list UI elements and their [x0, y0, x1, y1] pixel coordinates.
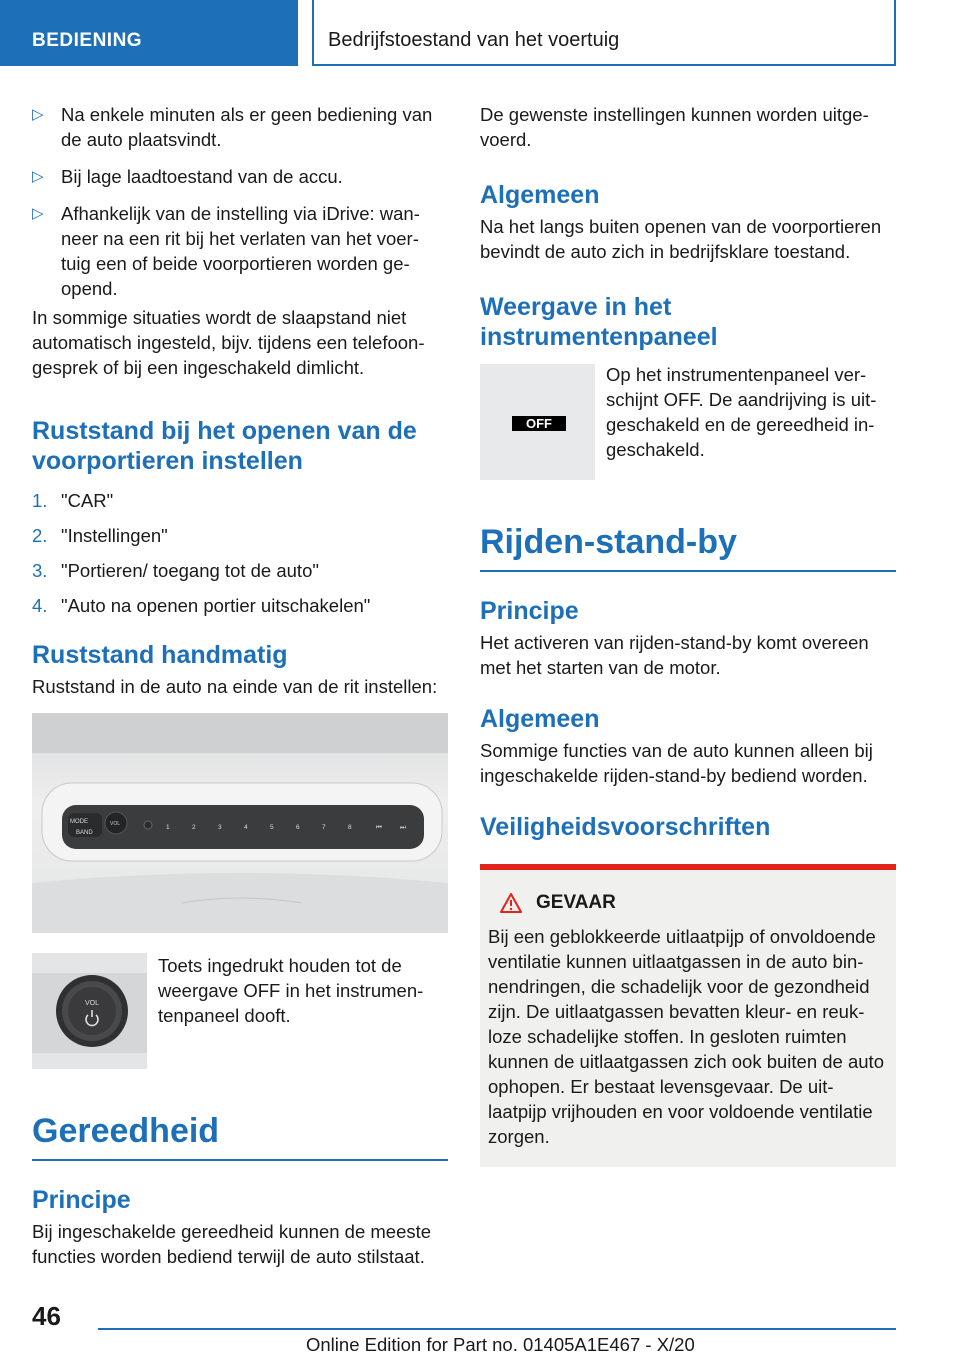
paragraph: Toets ingedrukt houden tot de weergave OFF in het instrumen-tenpaneel dooft.: [158, 955, 424, 1026]
paragraph: De gewenste instellingen kunnen worden uitge-voerd.: [480, 104, 869, 150]
section-label: BEDIENING: [0, 0, 298, 66]
danger-warning-box: [480, 864, 896, 1167]
footer-rule: [98, 1328, 896, 1330]
section-heading: Ruststand bij het openen van de voorportieren instellen: [32, 417, 417, 475]
instrument-panel-photo: [480, 364, 595, 480]
warning-text: Bij een geblokkeerde uitlaatpijp of onvoldoende ventilatie kunnen uitlaatgassen in de auto bin-nendringen, die schadelijk voor de gezondheid zijn. De uitlaatgassen bevatten kleur- en reuk-loze schadelijke stoffen. In gesloten ruimten kunnen de uitlaatgassen zich ook buiten de auto ophopen. Er bestaat levensgevaar. De uit-laatpijp vrijhouden en voor voldoende ventilatie zorgen.: [488, 926, 884, 1147]
knob-block: [32, 953, 448, 1069]
paragraph: Bij ingeschakelde gereedheid kunnen de meeste functies worden bediend terwijl de auto stilstaat.: [32, 1221, 432, 1267]
paragraph: Sommige functies van de auto kunnen alleen bij ingeschakelde rijden-stand-by bediend worden.: [480, 740, 873, 786]
svg-text:3: 3: [218, 824, 222, 831]
list-item: ▷ Bij lage laadtoestand van de accu.: [32, 166, 343, 187]
warning-triangle-icon: [500, 893, 522, 913]
edition-text: Online Edition for Part no. 01405A1E467 - X/20: [306, 1334, 695, 1355]
section-heading: Algemeen: [480, 705, 600, 733]
svg-text:2: 2: [192, 824, 196, 831]
warning-title: GEVAAR: [536, 892, 616, 913]
section-heading: Algemeen: [480, 181, 600, 209]
off-indicator: OFF: [512, 416, 566, 431]
list-item: ▷ Na enkele minuten als er geen bediening van de auto plaatsvindt.: [32, 104, 433, 150]
step-item: 4. "Auto na openen portier uitschakelen": [32, 595, 371, 616]
svg-text:VOL: VOL: [110, 821, 121, 827]
svg-text:4: 4: [244, 824, 248, 831]
paragraph: In sommige situaties wordt de slaapstand niet automatisch ingesteld, bijv. tijdens een telefoon-gesprek of bij een ingeschakeld dimlicht.: [32, 307, 425, 378]
svg-text:VOL: VOL: [85, 1000, 100, 1007]
svg-text:6: 6: [296, 824, 300, 831]
section-heading: Principe: [32, 1186, 131, 1214]
steps-list: [32, 488, 448, 618]
svg-text:7: 7: [322, 824, 326, 831]
section-heading: Principe: [480, 597, 579, 625]
step-item: 3. "Portieren/ toegang tot de auto": [32, 560, 319, 581]
paragraph: Na het langs buiten openen van de voorportieren bevindt de auto zich in bedrijfsklare toestand.: [480, 216, 882, 262]
page-number: 46: [32, 1301, 61, 1331]
chapter-heading: Gereedheid: [32, 1111, 448, 1161]
triangle-bullet-icon: ▷: [32, 168, 44, 185]
page-header: [0, 0, 960, 66]
svg-text:BAND: BAND: [76, 830, 93, 836]
step-item: 1. "CAR": [32, 490, 114, 511]
console-photo: [32, 713, 448, 933]
sleep-conditions-list: [32, 102, 448, 301]
console-panel-illustration: [32, 713, 448, 933]
list-item: ▷ Afhankelijk van de instelling via iDrive: wan-neer na een rit bij het verlaten van het voer-tuig een of beide voorportieren worden ge-opend.: [32, 203, 420, 299]
section-heading: Veiligheidsvoorschriften: [480, 813, 771, 841]
paragraph: Ruststand in de auto na einde van de rit instellen:: [32, 676, 438, 697]
volume-knob-photo: [32, 953, 147, 1069]
svg-text:MODE: MODE: [70, 819, 88, 825]
svg-text:⏮: ⏮: [376, 824, 382, 831]
off-display-block: [480, 364, 896, 480]
svg-text:8: 8: [348, 824, 352, 831]
svg-text:⏭: ⏭: [400, 824, 406, 831]
section-heading: Weergave in het instrumentenpaneel: [480, 293, 718, 351]
chapter-heading: Rijden-stand-by: [480, 522, 896, 572]
step-item: 2. "Instellingen": [32, 525, 168, 546]
paragraph: Het activeren van rijden-stand-by komt overeen met het starten van de motor.: [480, 632, 869, 678]
left-column: [32, 102, 448, 1269]
power-knob-illustration: [32, 953, 147, 1069]
warning-header: [488, 892, 888, 914]
paragraph: Op het instrumentenpaneel ver-schijnt OFF. De aandrijving is uit-geschakeld en de gereedheid in-geschakeld.: [606, 364, 877, 460]
svg-text:5: 5: [270, 824, 274, 831]
svg-text:1: 1: [166, 824, 170, 831]
triangle-bullet-icon: ▷: [32, 205, 44, 222]
chapter-title: Bedrijfstoestand van het voertuig: [312, 0, 896, 66]
triangle-bullet-icon: ▷: [32, 106, 44, 123]
right-column: [480, 102, 896, 1167]
section-heading: Ruststand handmatig: [32, 641, 288, 669]
